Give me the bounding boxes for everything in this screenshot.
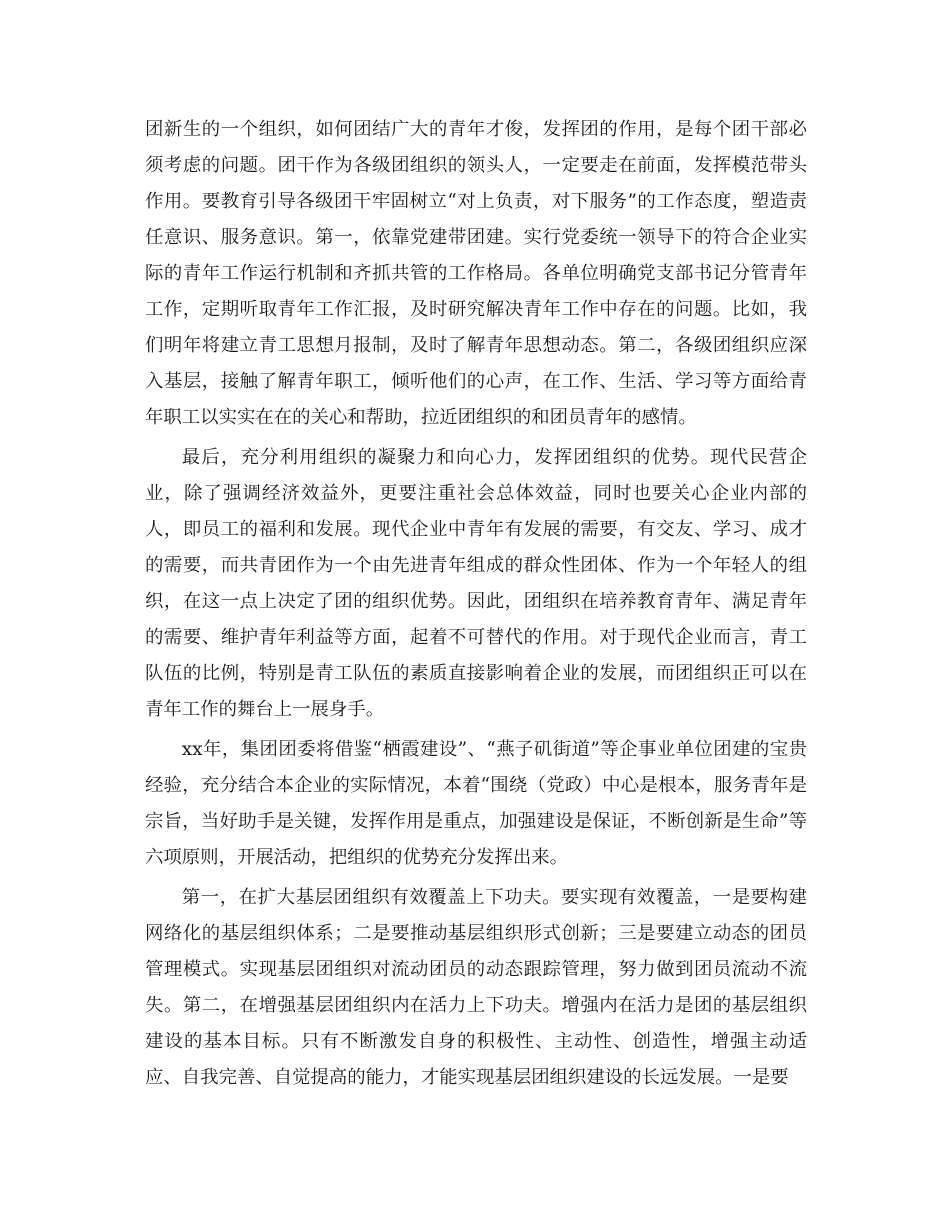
document-body [145, 112, 807, 1100]
paragraph-annual-plan: xx年，集团团委将借鉴“栖霞建设”、“燕子矶街道”等企事业单位团建的宝贵经验，充分结合本企业的实际情况，本着“围绕（党政）中心是根本，服务青年是宗旨，当好助手是关键，发挥作用是重点，加强建设是保证，不断创新是生命”等六项原则，开展活动，把组织的优势充分发挥出来。 [145, 739, 807, 868]
paragraph-continuation: 团新生的一个组织，如何团结广大的青年才俊，发挥团的作用，是每个团干部必须考虑的问题。团干作为各级团组织的领头人，一定要走在前面，发挥模范带头作用。要教育引导各级团干牢固树立“对上负责，对下服务”的工作态度，塑造责任意识、服务意识。第一，依靠党建带团建。实行党委统一领导下的符合企业实际的青年工作运行机制和齐抓共管的工作格局。各单位明确党支部书记分管青年工作，定期听取青年工作汇报，及时研究解决青年工作中存在的问题。比如，我们明年将建立青工思想月报制，及时了解青年思想动态。第二，各级团组织应深入基层，接触了解青年职工，倾听他们的心声，在工作、生活、学习等方面给青年职工以实实在在的关心和帮助，拉近团组织的和团员青年的感情。 [145, 119, 807, 428]
paragraph-organization-advantage: 最后，充分利用组织的凝聚力和向心力，发挥团组织的优势。现代民营企业，除了强调经济效益外，更要注重社会总体效益，同时也要关心企业内部的人，即员工的福利和发展。现代企业中青年有发展的需要，有交友、学习、成才的需要，而共青团作为一个由先进青年组成的群众性团体、作为一个年轻人的组织，在这一点上决定了团的组织优势。因此，团组织在培养教育青年、满足青年的需要、维护青年利益等方面，起着不可替代的作用。对于现代企业而言，青工队伍的比例，特别是青工队伍的素质直接影响着企业的发展，而团组织正可以在青年工作的舞台上一展身手。 [145, 447, 807, 720]
paragraph-grassroots-coverage: 第一，在扩大基层团组织有效覆盖上下功夫。要实现有效覆盖，一是要构建网络化的基层组织体系；二是要推动基层组织形式创新；三是要建立动态的团员管理模式。实现基层团组织对流动团员的动态跟踪管理，努力做到团员流动不流失。第二，在增强基层团组织内在活力上下功夫。增强内在活力是团的基层组织建设的基本目标。只有不断激发自身的积极性、主动性、创造性，增强主动适应、自我完善、自觉提高的能力，才能实现基层团组织建设的长远发展。一是要 [145, 887, 807, 1088]
